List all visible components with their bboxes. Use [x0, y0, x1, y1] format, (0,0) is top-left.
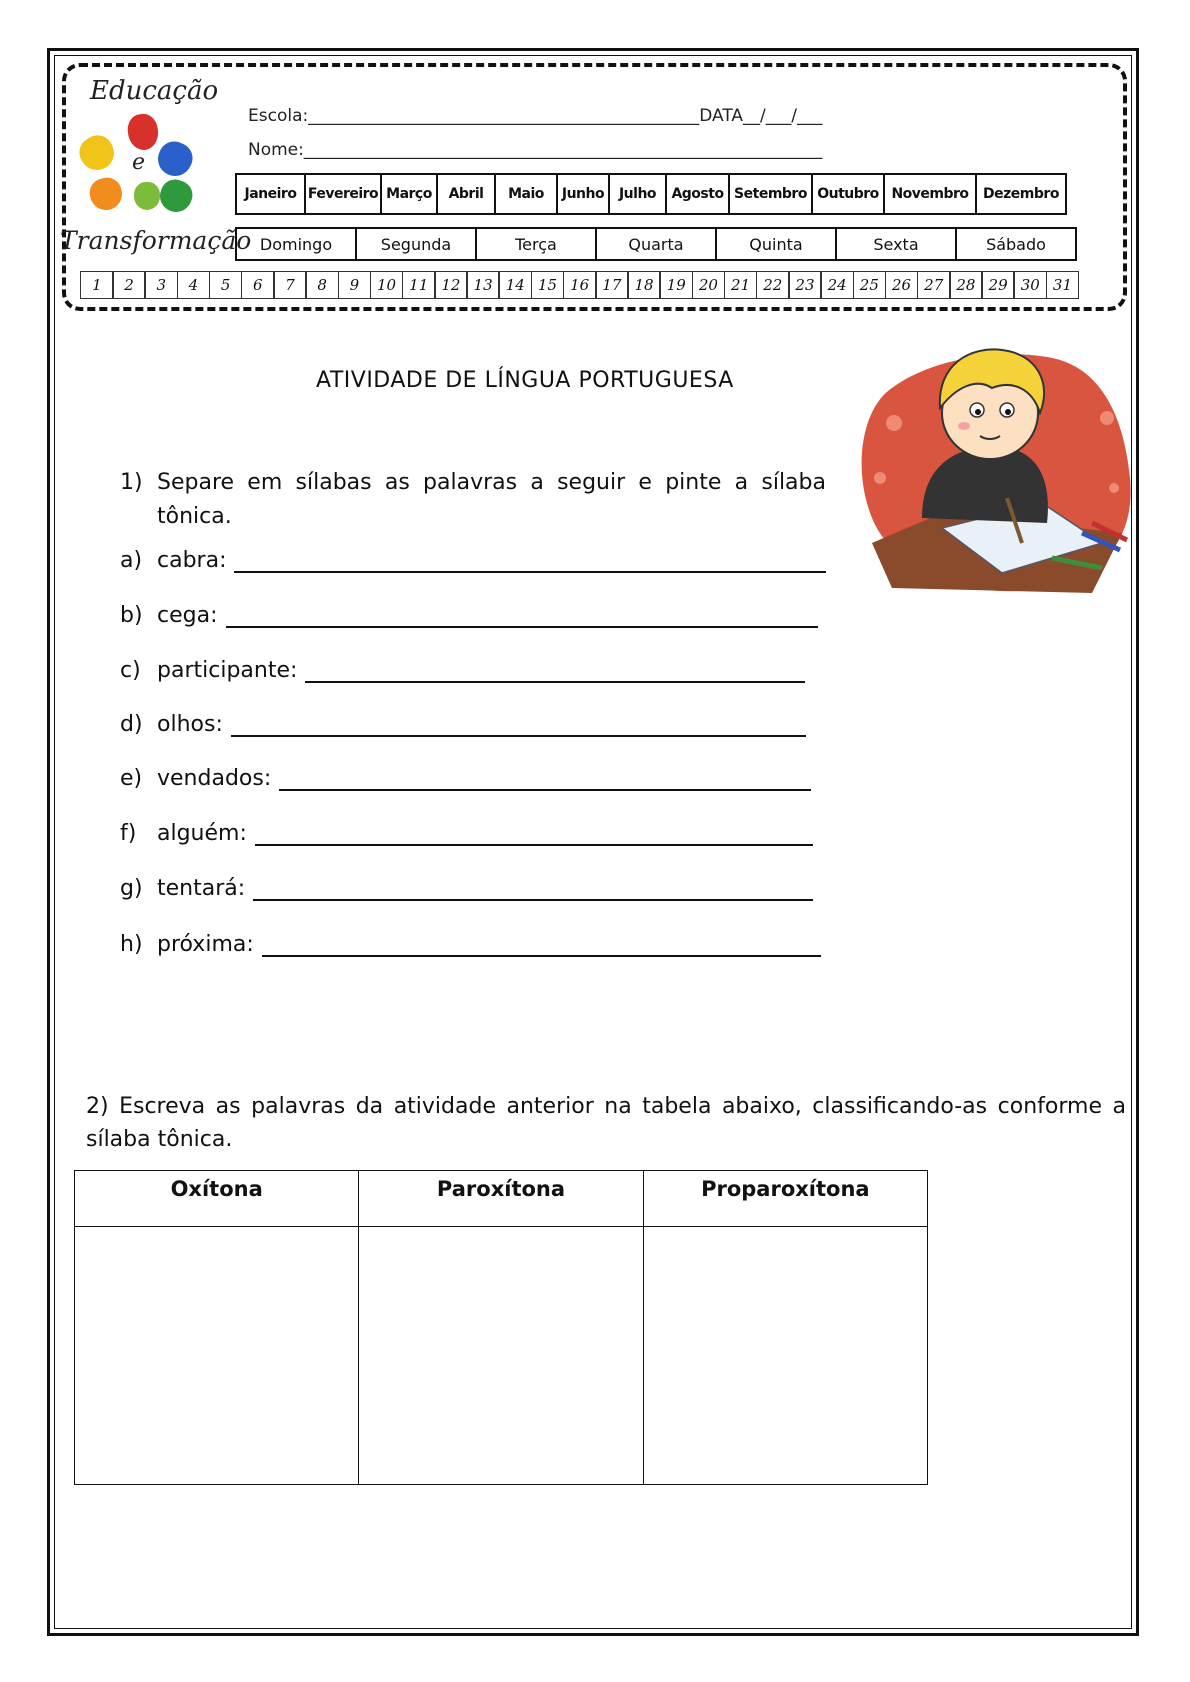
month-cell: Março: [380, 173, 438, 215]
item-letter: g): [120, 876, 143, 901]
day-number-cell: 15: [531, 271, 565, 299]
day-number-cell: 10: [370, 271, 404, 299]
day-number-cell: 9: [338, 271, 372, 299]
answer-line[interactable]: [262, 933, 821, 957]
item-letter: f): [120, 821, 137, 846]
weekday-cell: Quinta: [715, 227, 837, 261]
month-cell: Fevereiro: [304, 173, 382, 215]
answer-item[interactable]: [120, 712, 806, 737]
item-word: vendados:: [157, 766, 272, 791]
bg-dot: [1100, 411, 1114, 425]
day-number-cell: 29: [981, 271, 1015, 299]
boy-writing-illustration: [852, 328, 1136, 603]
blue-hand-icon: [152, 136, 197, 181]
answer-item[interactable]: [120, 766, 811, 791]
item-word: cabra:: [157, 548, 227, 573]
month-cell: Janeiro: [235, 173, 306, 215]
month-cell: Junho: [556, 173, 610, 215]
right-pupil: [1005, 409, 1011, 415]
month-cell: Dezembro: [975, 173, 1067, 215]
logo-bottom-text: Transformação: [60, 226, 252, 255]
item-word: tentará:: [157, 876, 246, 901]
day-number-cell: 2: [112, 271, 146, 299]
month-cell: Maio: [494, 173, 558, 215]
item-word: olhos:: [157, 712, 223, 737]
page-title: ATIVIDADE DE LÍNGUA PORTUGUESA: [316, 368, 734, 393]
day-number-cell: 8: [305, 271, 339, 299]
weekdays-row: [235, 227, 1075, 261]
yellow-hand-icon: [74, 130, 120, 176]
nome-label: Nome:: [248, 140, 304, 160]
month-cell: Julho: [608, 173, 667, 215]
orange-hand-icon: [86, 174, 125, 213]
day-number-cell: 1: [80, 271, 114, 299]
escola-label: Escola:: [248, 106, 309, 126]
answer-line[interactable]: [255, 822, 813, 846]
question-2-text: 2) Escreva as palavras da atividade anterior na tabela abaixo, classificando-as conforme a sílaba tônica.: [86, 1094, 1126, 1152]
answer-line[interactable]: [305, 659, 805, 683]
day-number-cell: 4: [177, 271, 211, 299]
month-cell: Setembro: [728, 173, 813, 215]
question-1: [120, 466, 826, 534]
bg-dot: [874, 472, 886, 484]
logo-middle-text: e: [132, 150, 146, 175]
month-cell: Novembro: [883, 173, 977, 215]
day-number-cell: 25: [853, 271, 887, 299]
item-letter: h): [120, 932, 143, 957]
column-header-proparoxitona: Proparoxítona: [643, 1171, 927, 1227]
day-number-cell: 27: [917, 271, 951, 299]
table-header-row: [75, 1171, 928, 1227]
day-number-cell: 11: [402, 271, 436, 299]
logo: [60, 70, 252, 260]
answer-cell-proparoxitona[interactable]: [643, 1227, 927, 1485]
weekday-cell: Quarta: [595, 227, 717, 261]
item-letter: a): [120, 548, 143, 573]
item-letter: d): [120, 712, 143, 737]
answer-item[interactable]: [120, 658, 805, 683]
lightgreen-hand-icon: [134, 182, 160, 210]
classification-table: [74, 1170, 928, 1485]
item-letter: c): [120, 658, 141, 683]
item-word: próxima:: [157, 932, 254, 957]
data-label: DATA: [699, 106, 744, 126]
day-number-cell: 23: [788, 271, 822, 299]
day-number-cell: 6: [241, 271, 275, 299]
nome-field[interactable]: Nome:_____________________________________________________________: [248, 140, 823, 160]
answer-cell-oxitona[interactable]: [75, 1227, 359, 1485]
item-word: cega:: [157, 603, 218, 628]
answer-line[interactable]: [253, 877, 813, 901]
day-number-cell: 16: [563, 271, 597, 299]
weekday-cell: Segunda: [355, 227, 477, 261]
answer-item[interactable]: [120, 548, 826, 573]
bg-dot: [1109, 483, 1119, 493]
day-number-cell: 31: [1046, 271, 1080, 299]
day-number-cell: 26: [885, 271, 919, 299]
weekday-cell: Sábado: [955, 227, 1077, 261]
day-number-cell: 17: [595, 271, 629, 299]
day-number-cell: 20: [692, 271, 726, 299]
item-word: alguém:: [157, 821, 247, 846]
answer-line[interactable]: [234, 549, 826, 573]
answer-item[interactable]: [120, 821, 813, 846]
answer-line[interactable]: [231, 713, 806, 737]
question-1-text: Separe em sílabas as palavras a seguir e pinte a sílaba tônica.: [157, 470, 826, 529]
day-number-cell: 19: [659, 271, 693, 299]
day-number-cell: 5: [209, 271, 243, 299]
answer-item[interactable]: [120, 603, 818, 628]
item-letter: b): [120, 603, 143, 628]
left-pupil: [975, 409, 981, 415]
day-number-cell: 3: [144, 271, 178, 299]
bg-dot: [886, 415, 902, 431]
column-header-oxitona: Oxítona: [75, 1171, 359, 1227]
month-cell: Outubro: [811, 173, 885, 215]
months-row: [235, 173, 1065, 215]
answer-item[interactable]: [120, 876, 813, 901]
day-numbers-row: [80, 271, 1078, 299]
day-number-cell: 24: [820, 271, 854, 299]
red-hand-icon: [126, 112, 161, 152]
answer-item[interactable]: [120, 932, 821, 957]
day-number-cell: 30: [1013, 271, 1047, 299]
answer-line[interactable]: [279, 767, 811, 791]
weekday-cell: Terça: [475, 227, 597, 261]
day-number-cell: 7: [273, 271, 307, 299]
day-number-cell: 18: [627, 271, 661, 299]
green-hand-icon: [155, 175, 196, 216]
month-cell: Agosto: [665, 173, 730, 215]
day-number-cell: 13: [466, 271, 500, 299]
column-header-paroxitona: Paroxítona: [359, 1171, 643, 1227]
day-number-cell: 21: [724, 271, 758, 299]
cheek: [958, 422, 970, 430]
month-cell: Abril: [436, 173, 496, 215]
table-row: [75, 1227, 928, 1485]
day-number-cell: 12: [434, 271, 468, 299]
question-1-number: 1): [120, 470, 143, 495]
answer-line[interactable]: [226, 604, 818, 628]
item-word: participante:: [157, 658, 298, 683]
item-letter: e): [120, 766, 143, 791]
logo-top-text: Educação: [90, 76, 219, 106]
weekday-cell: Domingo: [235, 227, 357, 261]
answer-cell-paroxitona[interactable]: [359, 1227, 643, 1485]
day-number-cell: 28: [949, 271, 983, 299]
day-number-cell: 22: [756, 271, 790, 299]
weekday-cell: Sexta: [835, 227, 957, 261]
day-number-cell: 14: [498, 271, 532, 299]
escola-field[interactable]: Escola:______________________________________________DATA__/___/___: [248, 106, 823, 126]
